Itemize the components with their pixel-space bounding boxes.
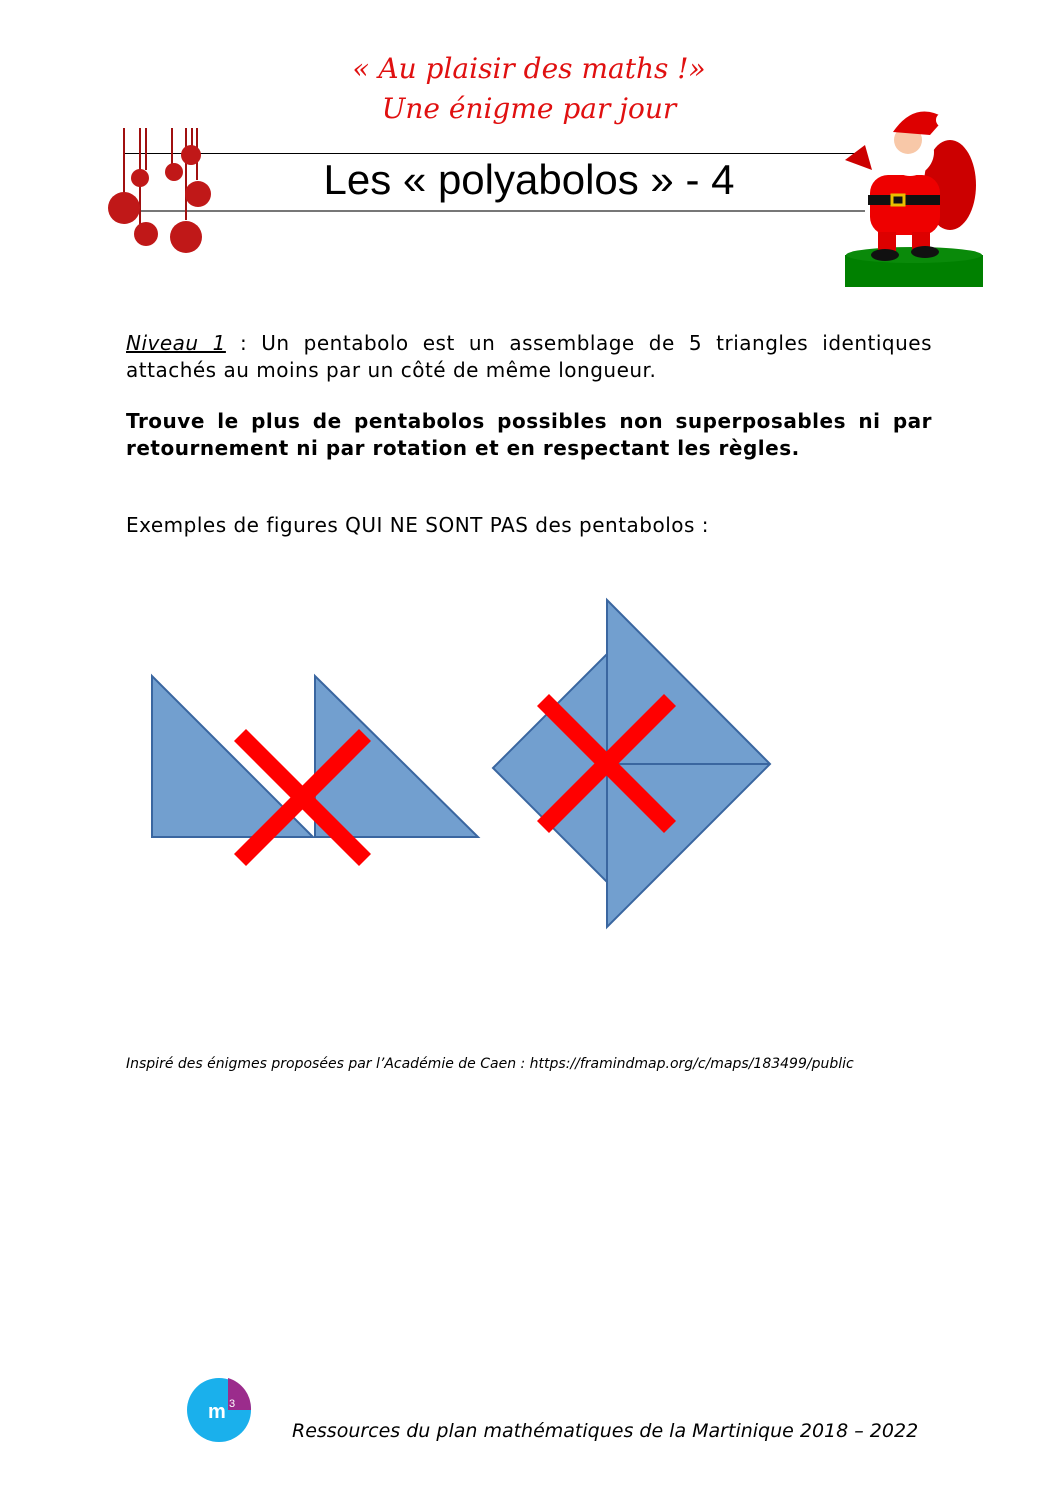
santa-icon: [845, 112, 983, 287]
task-text: Trouve le plus de pentabolos possibles non superposables ni par retournement ni par rotation et en respectant les règles.: [126, 409, 932, 460]
svg-text:m: m: [208, 1401, 226, 1423]
page-title: Les « polyabolos » - 4: [323, 156, 735, 203]
m3-logo-icon: [187, 1378, 251, 1442]
footer-text: Ressources du plan mathématiques de la Martinique 2018 – 2022: [292, 1420, 919, 1442]
header-line2: Une énigme par jour: [381, 92, 677, 125]
header-line1: « Au plaisir des maths !»: [352, 52, 706, 85]
level-label: Niveau 1: [126, 331, 226, 355]
examples-label: Exemples de figures QUI NE SONT PAS des pentabolos :: [126, 513, 710, 537]
intro-paragraph: [126, 330, 932, 384]
ornaments-icon: [108, 128, 211, 253]
intro-text: : Un pentabolo est un assemblage de 5 triangles identiques attachés au moins par un côté de même longueur.: [126, 331, 932, 382]
source-note: Inspiré des énigmes proposées par l’Académie de Caen : https://framindmap.org/c/maps/183499/public: [126, 1056, 854, 1072]
non-pentabolo-example-2: [493, 600, 770, 927]
svg-text:3: 3: [229, 1398, 236, 1410]
